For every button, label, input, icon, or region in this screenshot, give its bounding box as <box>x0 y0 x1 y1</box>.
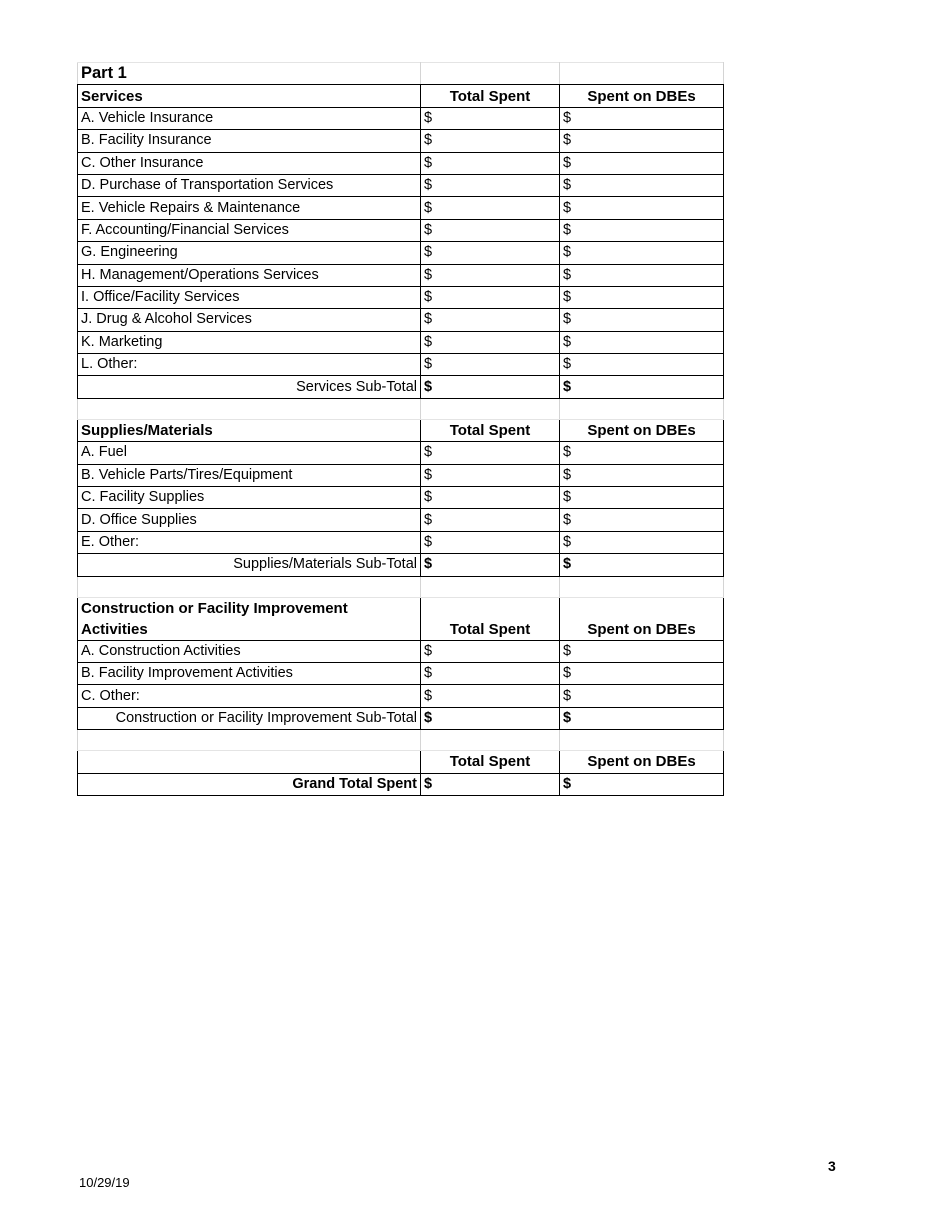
spent-on-dbes-field[interactable]: $ <box>560 464 724 486</box>
total-spent-field[interactable]: $ <box>421 685 560 707</box>
construction-heading-line1: Construction or Facility Improvement <box>81 599 348 617</box>
total-spent-field[interactable]: $ <box>421 464 560 486</box>
table-row <box>78 531 731 553</box>
total-spent-field[interactable]: $ <box>421 354 560 376</box>
table-row <box>78 219 731 241</box>
grand-total-header-row <box>78 751 731 773</box>
row-label: H. Management/Operations Services <box>78 264 421 286</box>
spent-on-dbes-field[interactable]: $ <box>560 219 724 241</box>
footer-date: 10/29/19 <box>79 1175 130 1190</box>
table-row <box>78 509 731 531</box>
table-row <box>78 331 731 353</box>
total-spent-field[interactable]: $ <box>421 264 560 286</box>
table-row <box>78 130 731 152</box>
table-row <box>78 174 731 196</box>
total-spent-field[interactable]: $ <box>421 442 560 464</box>
row-label: G. Engineering <box>78 242 421 264</box>
part-title-row <box>78 63 731 85</box>
spent-on-dbes-field[interactable]: $ <box>560 107 724 129</box>
services-items <box>78 107 731 376</box>
spent-on-dbes-field[interactable]: $ <box>560 286 724 308</box>
total-spent-field[interactable]: $ <box>421 197 560 219</box>
grand-total-label: Grand Total Spent <box>78 773 421 795</box>
row-label: C. Other Insurance <box>78 152 421 174</box>
spent-on-dbes-field[interactable]: $ <box>560 662 724 684</box>
table-row <box>78 685 731 707</box>
row-label: C. Facility Supplies <box>78 487 421 509</box>
total-spent-field[interactable]: $ <box>421 174 560 196</box>
spent-on-dbes-field[interactable]: $ <box>560 354 724 376</box>
table-row <box>78 487 731 509</box>
total-spent-field[interactable]: $ <box>421 242 560 264</box>
spent-on-dbes-header: Spent on DBEs <box>560 419 724 441</box>
spacer-row <box>78 398 731 419</box>
table-row <box>78 309 731 331</box>
spent-on-dbes-field[interactable]: $ <box>560 331 724 353</box>
spent-on-dbes-header: Spent on DBEs <box>560 597 724 640</box>
row-label: A. Construction Activities <box>78 640 421 662</box>
total-spent-field[interactable]: $ <box>421 662 560 684</box>
services-subtotal-label: Services Sub-Total <box>78 376 421 398</box>
construction-heading <box>78 597 421 640</box>
supplies-subtotal-label: Supplies/Materials Sub-Total <box>78 554 421 576</box>
table-row <box>78 354 731 376</box>
empty-cell <box>421 63 560 85</box>
spent-on-dbes-field[interactable]: $ <box>560 509 724 531</box>
total-spent-header: Total Spent <box>421 419 560 441</box>
row-label: B. Facility Insurance <box>78 130 421 152</box>
total-spent-field[interactable]: $ <box>421 487 560 509</box>
total-spent-header: Total Spent <box>421 597 560 640</box>
spent-on-dbes-field[interactable]: $ <box>560 487 724 509</box>
services-subtotal-dbe-field[interactable]: $ <box>560 376 724 398</box>
total-spent-field[interactable]: $ <box>421 309 560 331</box>
row-label: D. Purchase of Transportation Services <box>78 174 421 196</box>
spent-on-dbes-field[interactable]: $ <box>560 152 724 174</box>
table-row <box>78 286 731 308</box>
spent-on-dbes-field[interactable]: $ <box>560 197 724 219</box>
row-label: J. Drug & Alcohol Services <box>78 309 421 331</box>
row-label: A. Vehicle Insurance <box>78 107 421 129</box>
supplies-subtotal-total-field[interactable]: $ <box>421 554 560 576</box>
row-label: B. Vehicle Parts/Tires/Equipment <box>78 464 421 486</box>
part-title: Part 1 <box>78 63 421 85</box>
construction-subtotal-row <box>78 707 731 729</box>
row-label: B. Facility Improvement Activities <box>78 662 421 684</box>
spent-on-dbes-field[interactable]: $ <box>560 174 724 196</box>
table-row <box>78 662 731 684</box>
row-label: L. Other: <box>78 354 421 376</box>
supplies-subtotal-dbe-field[interactable]: $ <box>560 554 724 576</box>
supplies-header-row <box>78 419 731 441</box>
supplies-heading: Supplies/Materials <box>78 419 421 441</box>
construction-subtotal-dbe-field[interactable]: $ <box>560 707 724 729</box>
services-heading: Services <box>78 85 421 107</box>
table-row <box>78 107 731 129</box>
construction-header-row <box>78 597 731 640</box>
spent-on-dbes-field[interactable]: $ <box>560 685 724 707</box>
spent-on-dbes-field[interactable]: $ <box>560 531 724 553</box>
spacer-row <box>78 730 731 751</box>
table-row <box>78 152 731 174</box>
construction-items <box>78 640 731 707</box>
construction-heading-line2: Activities <box>81 620 148 638</box>
construction-subtotal-label: Construction or Facility Improvement Sub-Total <box>78 707 421 729</box>
supplies-subtotal-row <box>78 554 731 576</box>
page-number: 3 <box>828 1158 836 1174</box>
table-row <box>78 264 731 286</box>
spending-table <box>77 62 731 796</box>
row-label: E. Other: <box>78 531 421 553</box>
row-label: I. Office/Facility Services <box>78 286 421 308</box>
spent-on-dbes-field[interactable]: $ <box>560 309 724 331</box>
grand-total-dbe-field[interactable]: $ <box>560 773 724 795</box>
construction-subtotal-total-field[interactable]: $ <box>421 707 560 729</box>
spent-on-dbes-field[interactable]: $ <box>560 442 724 464</box>
spent-on-dbes-field[interactable]: $ <box>560 130 724 152</box>
grand-total-row <box>78 773 731 795</box>
total-spent-field[interactable]: $ <box>421 331 560 353</box>
services-subtotal-total-field[interactable]: $ <box>421 376 560 398</box>
table-row <box>78 242 731 264</box>
services-subtotal-row <box>78 376 731 398</box>
total-spent-field[interactable]: $ <box>421 286 560 308</box>
row-label: K. Marketing <box>78 331 421 353</box>
total-spent-field[interactable]: $ <box>421 219 560 241</box>
table-row <box>78 442 731 464</box>
row-label: E. Vehicle Repairs & Maintenance <box>78 197 421 219</box>
spent-on-dbes-header: Spent on DBEs <box>560 85 724 107</box>
row-label: A. Fuel <box>78 442 421 464</box>
spent-on-dbes-header: Spent on DBEs <box>560 751 724 773</box>
grand-total-field[interactable]: $ <box>421 773 560 795</box>
services-header-row <box>78 85 731 107</box>
total-spent-field[interactable]: $ <box>421 509 560 531</box>
spent-on-dbes-field[interactable]: $ <box>560 242 724 264</box>
total-spent-field[interactable]: $ <box>421 531 560 553</box>
spent-on-dbes-field[interactable]: $ <box>560 264 724 286</box>
table-row <box>78 640 731 662</box>
total-spent-field[interactable]: $ <box>421 130 560 152</box>
table-row <box>78 197 731 219</box>
total-spent-header: Total Spent <box>421 85 560 107</box>
row-label: D. Office Supplies <box>78 509 421 531</box>
spent-on-dbes-field[interactable]: $ <box>560 640 724 662</box>
total-spent-field[interactable]: $ <box>421 640 560 662</box>
empty-cell <box>560 63 724 85</box>
empty-cell <box>78 751 421 773</box>
spacer-row <box>78 576 731 597</box>
row-label: F. Accounting/Financial Services <box>78 219 421 241</box>
supplies-items <box>78 442 731 554</box>
table-row <box>78 464 731 486</box>
row-label: C. Other: <box>78 685 421 707</box>
total-spent-field[interactable]: $ <box>421 152 560 174</box>
total-spent-field[interactable]: $ <box>421 107 560 129</box>
total-spent-header: Total Spent <box>421 751 560 773</box>
